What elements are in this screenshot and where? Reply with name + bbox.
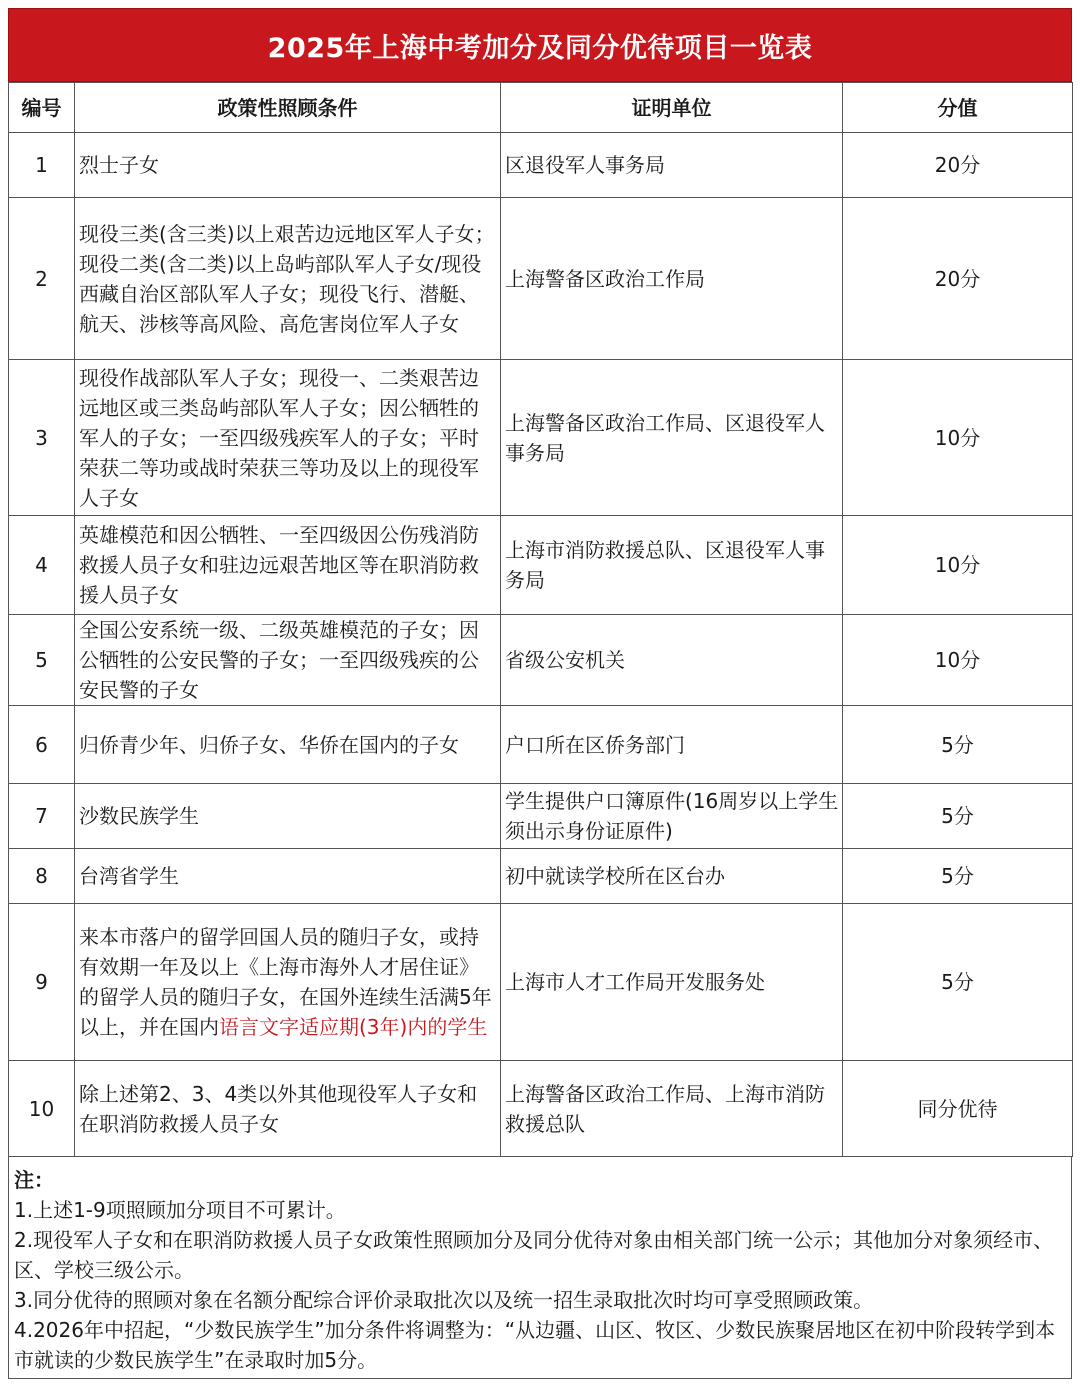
- row-num: 7: [9, 784, 75, 849]
- row-score: 20分: [843, 133, 1073, 198]
- row-score: 10分: [843, 360, 1073, 516]
- row-unit: 上海市消防救援总队、区退役军人事务局: [501, 516, 843, 615]
- row-num: 9: [9, 904, 75, 1061]
- header-num: 编号: [9, 83, 75, 133]
- table-row: [9, 133, 1073, 198]
- table-row: [9, 784, 1073, 849]
- row-unit: 初中就读学校所在区台办: [501, 849, 843, 904]
- row-num: 3: [9, 360, 75, 516]
- notes-title: 注：: [14, 1168, 54, 1192]
- row-num: 8: [9, 849, 75, 904]
- row-unit: 上海警备区政治工作局、上海市消防救援总队: [501, 1061, 843, 1157]
- row-score: 20分: [843, 198, 1073, 360]
- row-condition: 全国公安系统一级、二级英雄模范的子女；因公牺牲的公安民警的子女；一至四级残疾的公安民警的子女: [75, 615, 501, 706]
- row-condition: 现役作战部队军人子女；现役一、二类艰苦边远地区或三类岛屿部队军人子女；因公牺牲的军人的子女；一至四级残疾军人的子女；平时荣获二等功或战时荣获三等功及以上的现役军人子女: [75, 360, 501, 516]
- row-condition: 沙数民族学生: [75, 784, 501, 849]
- row-unit: 上海市人才工作局开发服务处: [501, 904, 843, 1061]
- notes-section: [8, 1157, 1072, 1379]
- row-condition-text: 来本市落户的留学回国人员的随归子女，或持有效期一年及以上《上海市海外人才居住证》的留学人员的随归子女，在国外连续生活满5年以上，并在国内: [79, 925, 492, 1039]
- row-condition: 归侨青少年、归侨子女、华侨在国内的子女: [75, 706, 501, 784]
- row-unit: 上海警备区政治工作局、区退役军人事务局: [501, 360, 843, 516]
- row-score: 10分: [843, 615, 1073, 706]
- row-num: 10: [9, 1061, 75, 1157]
- row-num: 5: [9, 615, 75, 706]
- row-unit: 省级公安机关: [501, 615, 843, 706]
- row-unit: 上海警备区政治工作局: [501, 198, 843, 360]
- table-row: [9, 360, 1073, 516]
- table-row: [9, 615, 1073, 706]
- row-condition: [75, 904, 501, 1061]
- header-unit: 证明单位: [501, 83, 843, 133]
- header-row: [9, 83, 1073, 133]
- table-row: [9, 849, 1073, 904]
- table-row: [9, 198, 1073, 360]
- row-score: 10分: [843, 516, 1073, 615]
- table-row: [9, 706, 1073, 784]
- table-title: 2025年上海中考加分及同分优待项目一览表: [8, 8, 1072, 82]
- note-item: 3.同分优待的照顾对象在名额分配综合评价录取批次以及统一招生录取批次时均可享受照顾政策。: [14, 1288, 874, 1312]
- table-row: [9, 904, 1073, 1061]
- row-score: 5分: [843, 784, 1073, 849]
- row-condition: 台湾省学生: [75, 849, 501, 904]
- table-row: [9, 1061, 1073, 1157]
- row-num: 2: [9, 198, 75, 360]
- row-unit: 区退役军人事务局: [501, 133, 843, 198]
- note-item: 1.上述1-9项照顾加分项目不可累计。: [14, 1198, 346, 1222]
- row-condition: 除上述第2、3、4类以外其他现役军人子女和在职消防救援人员子女: [75, 1061, 501, 1157]
- highlighted-condition-text: 语言文字适应期(3年)内的学生: [219, 1015, 488, 1039]
- row-num: 4: [9, 516, 75, 615]
- row-score: 同分优待: [843, 1061, 1073, 1157]
- row-num: 6: [9, 706, 75, 784]
- row-condition: 烈士子女: [75, 133, 501, 198]
- row-score: 5分: [843, 904, 1073, 1061]
- header-condition: 政策性照顾条件: [75, 83, 501, 133]
- row-unit: 户口所在区侨务部门: [501, 706, 843, 784]
- row-score: 5分: [843, 706, 1073, 784]
- policy-sheet: [8, 8, 1072, 1377]
- header-score: 分值: [843, 83, 1073, 133]
- note-item: 2.现役军人子女和在职消防救援人员子女政策性照顾加分及同分优待对象由相关部门统一公示；其他加分对象须经市、区、学校三级公示。: [14, 1228, 1054, 1282]
- note-item: 4.2026年中招起，“少数民族学生”加分条件将调整为：“从边疆、山区、牧区、少数民族聚居地区在初中阶段转学到本市就读的少数民族学生”在录取时加5分。: [14, 1318, 1056, 1372]
- bonus-points-table: [8, 82, 1073, 1157]
- row-unit: 学生提供户口簿原件(16周岁以上学生须出示身份证原件): [501, 784, 843, 849]
- row-num: 1: [9, 133, 75, 198]
- row-condition: 现役三类(含三类)以上艰苦边远地区军人子女；现役二类(含二类)以上岛屿部队军人子女/现役西藏自治区部队军人子女；现役飞行、潜艇、航天、涉核等高风险、高危害岗位军人子女: [75, 198, 501, 360]
- row-condition: 英雄模范和因公牺牲、一至四级因公伤残消防救援人员子女和驻边远艰苦地区等在职消防救援人员子女: [75, 516, 501, 615]
- table-row: [9, 516, 1073, 615]
- row-score: 5分: [843, 849, 1073, 904]
